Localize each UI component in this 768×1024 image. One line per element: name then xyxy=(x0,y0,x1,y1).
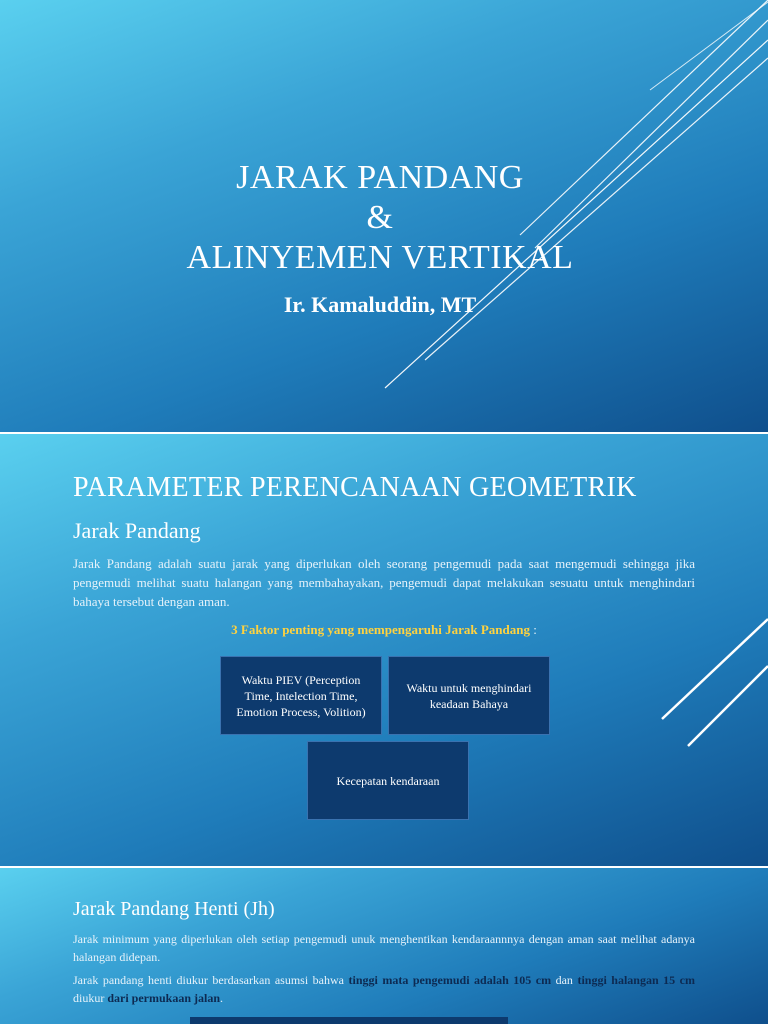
title-line-2: & xyxy=(366,199,394,236)
title-slide xyxy=(0,0,768,432)
stopping-distance-slide xyxy=(0,868,768,1024)
slide-heading: PARAMETER PERENCANAAN GEOMETRIK xyxy=(73,472,637,503)
factor-box-avoid-danger: Waktu untuk menghindari keadaan Bahaya xyxy=(388,656,550,735)
parameter-slide xyxy=(0,434,768,866)
p2-obstacle-height: tinggi halangan 15 cm xyxy=(577,973,696,987)
slide-title xyxy=(100,158,660,278)
definition-paragraph: Jarak minimum yang diperlukan oleh setiap pengemudi unuk menghentikan kendaraannnya dengan aman saat melihat adanya halangan didepan. xyxy=(73,932,695,964)
p2-text-g: . xyxy=(220,991,224,1005)
author-name: Ir. Kamaluddin, MT xyxy=(283,292,477,317)
p2-text-e: diukur xyxy=(73,991,108,1005)
factors-title-text: 3 Faktor penting yang mempengaruhi Jarak Pandang xyxy=(231,622,530,637)
definition-paragraph: Jarak Pandang adalah suatu jarak yang diperlukan oleh seorang pengemudi pada saat mengemudi sehingga jika pengemudi melihat suatu halangan yang membahayakan, pengemudi dapat melakukan sesuatu untuk menghindari bahaya tersebut dengan aman. xyxy=(73,556,695,609)
factor-box-piev: Waktu PIEV (Perception Time, Intelection Time, Emotion Process, Volition) xyxy=(220,656,382,735)
p2-road-surface: dari permukaan jalan xyxy=(107,991,221,1005)
factor-box-speed: Kecepatan kendaraan xyxy=(307,741,469,820)
assumption-paragraph xyxy=(73,971,695,1007)
title-line-1: JARAK PANDANG xyxy=(236,159,524,196)
p2-text-c: dan xyxy=(551,973,578,987)
factors-title xyxy=(73,622,695,638)
slide-subheading: Jarak Pandang xyxy=(73,518,201,543)
content-box-partial xyxy=(190,1017,508,1024)
title-line-3: ALINYEMEN VERTIKAL xyxy=(186,239,574,276)
slide-heading: Jarak Pandang Henti (Jh) xyxy=(73,898,275,920)
p2-text-a: Jarak pandang henti diukur berdasarkan asumsi bahwa xyxy=(73,973,349,987)
factors-title-colon: : xyxy=(529,622,537,637)
p2-eye-height: tinggi mata pengemudi adalah 105 cm xyxy=(348,973,552,987)
